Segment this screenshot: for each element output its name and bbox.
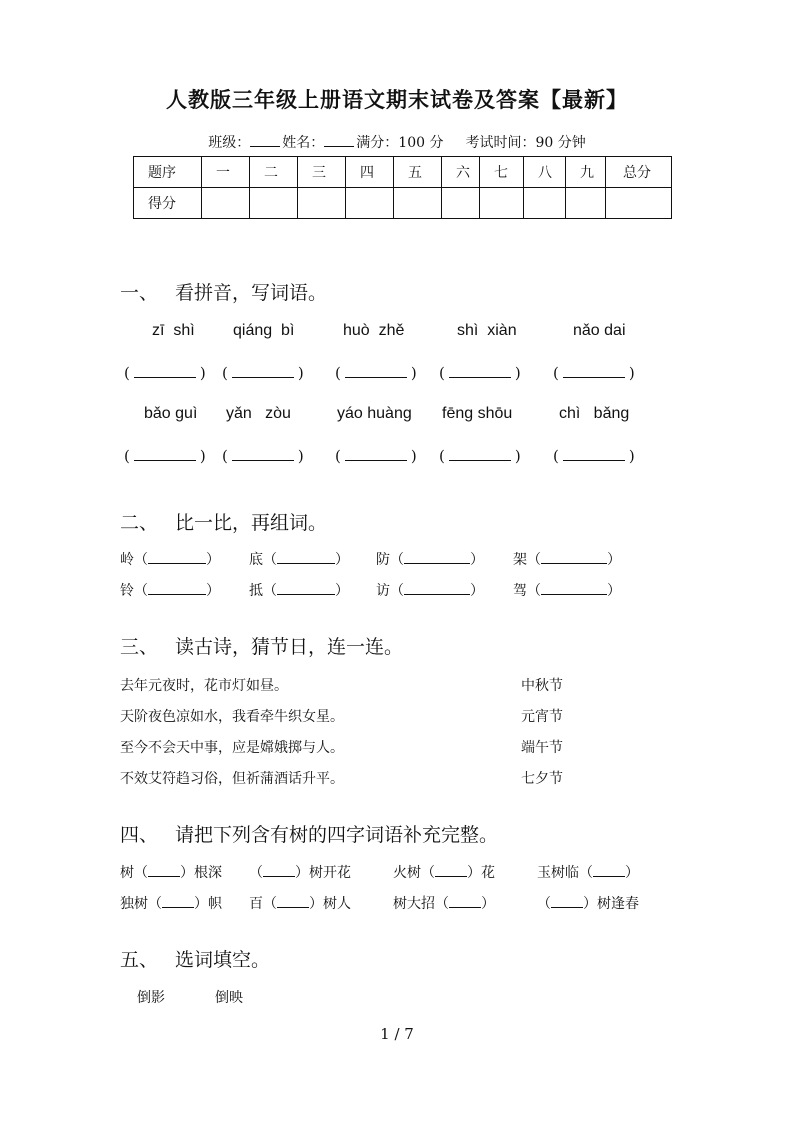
pinyin: nǎo dai <box>573 322 626 339</box>
score-cell[interactable] <box>606 188 672 219</box>
pinyin: zī shì <box>152 322 195 339</box>
festival-option[interactable]: 元宵节 <box>521 709 563 725</box>
score-cell[interactable] <box>394 188 442 219</box>
compare-item[interactable]: 铃（ ） <box>120 583 220 599</box>
idiom-text: 树人 <box>323 896 351 912</box>
idiom-item[interactable]: （ ）树逢春 <box>537 896 639 912</box>
compare-item[interactable]: 防（ ） <box>376 552 484 568</box>
compare-char: 架 <box>513 552 527 568</box>
score-cell[interactable] <box>250 188 298 219</box>
compare-char: 铃 <box>120 583 134 599</box>
idiom-item[interactable]: 树大招（ ） <box>393 896 495 912</box>
festival-option[interactable]: 七夕节 <box>521 771 563 787</box>
idiom-text: 树开花 <box>309 865 351 881</box>
score-cell[interactable] <box>442 188 480 219</box>
compare-item[interactable]: 抵（ ） <box>249 583 349 599</box>
section-title: 选词填空。 <box>175 949 271 971</box>
section-1-heading <box>120 278 327 305</box>
poem-line: 至今不会天中事，应是嫦娥掷与人。 <box>120 740 344 756</box>
page-title: 人教版三年级上册语文期末试卷及答案【最新】 <box>166 88 628 112</box>
idiom-text: 树 <box>120 865 134 881</box>
section-number: 四、 <box>120 824 159 846</box>
compare-char: 驾 <box>513 583 527 599</box>
idiom-item[interactable]: 树（ ）根深 <box>120 865 222 881</box>
score-cell[interactable] <box>346 188 394 219</box>
idiom-text: 火树 <box>393 865 421 881</box>
section-title: 比一比，再组词。 <box>175 512 328 534</box>
word-choice: 倒影 <box>137 990 165 1006</box>
section-number: 一、 <box>120 282 159 304</box>
idiom-text: 玉树临 <box>537 865 579 881</box>
answer-blank[interactable]: ( ) <box>439 447 521 465</box>
answer-blank[interactable]: ( ) <box>335 364 417 382</box>
answer-blank[interactable]: ( ) <box>439 364 521 382</box>
pinyin: chì bǎng <box>559 405 630 422</box>
class-blank[interactable] <box>250 134 280 147</box>
pinyin: qiáng bì <box>233 322 295 339</box>
section-title: 看拼音，写词语。 <box>175 282 328 304</box>
score-header-cell: 七 <box>480 157 524 188</box>
poem-line: 不效艾符趋习俗，但祈蒲酒话升平。 <box>120 771 344 787</box>
answer-blank[interactable]: ( ) <box>553 364 635 382</box>
idiom-text: 花 <box>481 865 495 881</box>
idiom-text: 独树 <box>120 896 148 912</box>
compare-char: 岭 <box>120 552 134 568</box>
pinyin: bǎo guì <box>144 405 198 422</box>
idiom-item[interactable]: 独树（ ）帜 <box>120 896 222 912</box>
section-3-heading <box>120 632 403 659</box>
section-title: 请把下列含有树的四字词语补充完整。 <box>175 824 499 846</box>
score-header-cell: 总分 <box>606 157 672 188</box>
section-title: 读古诗，猜节日，连一连。 <box>175 636 404 658</box>
compare-item[interactable]: 架（ ） <box>513 552 621 568</box>
answer-blank[interactable]: ( ) <box>222 447 304 465</box>
compare-char: 底 <box>249 552 263 568</box>
pinyin: yǎn zòu <box>226 405 291 422</box>
poem-line: 去年元夜时，花市灯如昼。 <box>120 678 288 694</box>
idiom-item[interactable]: 玉树临（ ） <box>537 865 639 881</box>
compare-char: 抵 <box>249 583 263 599</box>
festival-option[interactable]: 端午节 <box>521 740 563 756</box>
section-number: 五、 <box>120 949 159 971</box>
idiom-text: 百 <box>249 896 263 912</box>
score-cell[interactable] <box>566 188 606 219</box>
exam-time: 考试时间：90 分钟 <box>465 135 586 151</box>
score-header-cell: 四 <box>346 157 394 188</box>
score-cell[interactable] <box>202 188 250 219</box>
section-5-heading <box>120 945 270 972</box>
score-table <box>133 156 672 219</box>
answer-blank[interactable]: ( ) <box>124 447 206 465</box>
idiom-item[interactable]: 百（ ）树人 <box>249 896 351 912</box>
exam-info <box>0 132 794 152</box>
score-header-cell: 五 <box>394 157 442 188</box>
compare-item[interactable]: 访（ ） <box>376 583 484 599</box>
word-choice: 倒映 <box>215 990 243 1006</box>
section-number: 三、 <box>120 636 159 658</box>
page-number: 1 / 7 <box>380 1025 414 1043</box>
compare-item[interactable]: 驾（ ） <box>513 583 621 599</box>
score-header-cell: 题序 <box>134 157 202 188</box>
compare-char: 访 <box>376 583 390 599</box>
section-4-heading <box>120 820 498 847</box>
compare-item[interactable]: 底（ ） <box>249 552 349 568</box>
score-cell[interactable] <box>298 188 346 219</box>
score-table-score-row <box>134 188 672 219</box>
full-score: 满分：100 分 <box>356 135 444 151</box>
poem-line: 天阶夜色凉如水，我看牵牛织女星。 <box>120 709 344 725</box>
score-header-cell: 三 <box>298 157 346 188</box>
compare-char: 防 <box>376 552 390 568</box>
pinyin: yáo huàng <box>337 405 412 422</box>
idiom-text: 根深 <box>194 865 222 881</box>
pinyin: shì xiàn <box>457 322 517 339</box>
idiom-text: 帜 <box>208 896 222 912</box>
name-blank[interactable] <box>324 134 354 147</box>
answer-blank[interactable]: ( ) <box>335 447 417 465</box>
idiom-item[interactable]: 火树（ ）花 <box>393 865 495 881</box>
score-header-cell: 八 <box>524 157 566 188</box>
section-number: 二、 <box>120 512 159 534</box>
score-table-header-row <box>134 157 672 188</box>
name-label: 姓名： <box>282 135 325 151</box>
class-label: 班级： <box>208 135 251 151</box>
score-header-cell: 二 <box>250 157 298 188</box>
compare-item[interactable]: 岭（ ） <box>120 552 220 568</box>
pinyin: fēng shōu <box>442 405 513 422</box>
section-2-heading <box>120 508 327 535</box>
score-header-cell: 六 <box>442 157 480 188</box>
score-row-label: 得分 <box>134 188 202 219</box>
idiom-item[interactable]: （ ）树开花 <box>249 865 351 881</box>
score-header-cell: 九 <box>566 157 606 188</box>
answer-blank[interactable]: ( ) <box>553 447 635 465</box>
score-header-cell: 一 <box>202 157 250 188</box>
idiom-text: 树逢春 <box>597 896 639 912</box>
idiom-text: 树大招 <box>393 896 435 912</box>
score-cell[interactable] <box>480 188 524 219</box>
answer-blank[interactable]: ( ) <box>124 364 206 382</box>
score-cell[interactable] <box>524 188 566 219</box>
festival-option[interactable]: 中秋节 <box>521 678 563 694</box>
answer-blank[interactable]: ( ) <box>222 364 304 382</box>
pinyin: huò zhě <box>343 322 405 339</box>
